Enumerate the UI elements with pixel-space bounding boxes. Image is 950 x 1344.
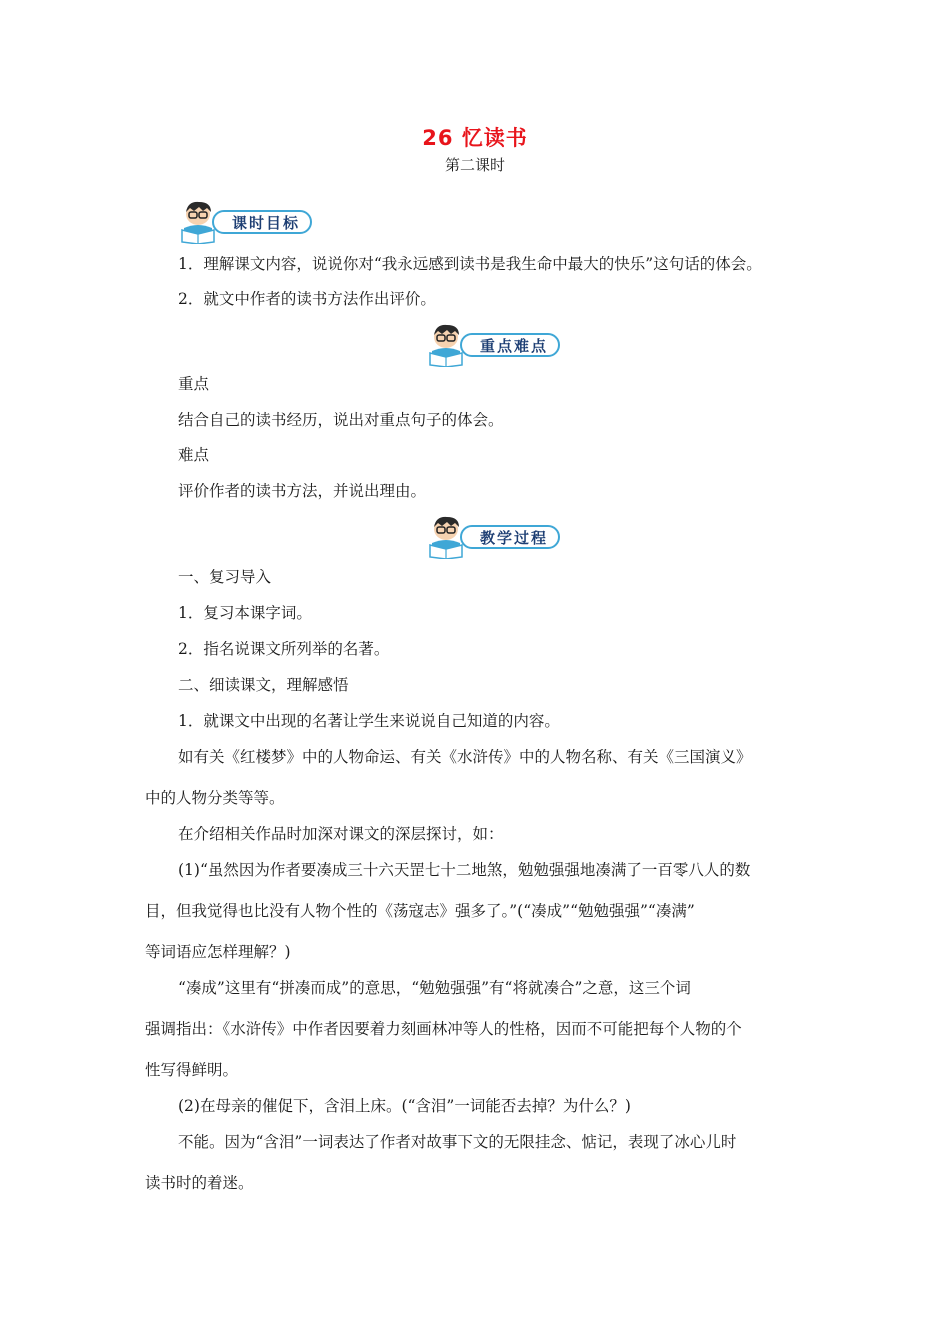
paragraph-line: 如有关《红楼梦》中的人物命运、有关《水浒传》中的人物名称、有关《三国演义》	[178, 748, 752, 766]
lesson-title: 26 忆读书	[422, 126, 528, 150]
paragraph-line: 性写得鲜明。	[145, 1061, 239, 1079]
process-item: 1．复习本课字词。	[178, 604, 312, 622]
paragraph-line: (2)在母亲的催促下，含泪上床。(“含泪”一词能否去掉？为什么？)	[178, 1097, 631, 1115]
section-badge-process	[426, 513, 566, 559]
goal-item-2: 2．就文中作者的读书方法作出评价。	[178, 290, 436, 308]
section-badge-keypoints	[426, 321, 566, 367]
section-label-process: 教学过程	[460, 525, 560, 549]
paragraph-line: 不能。因为“含泪”一词表达了作者对故事下文的无限挂念、惦记，表现了冰心儿时	[178, 1133, 737, 1151]
paragraph-line: 读书时的着迷。	[145, 1174, 254, 1192]
paragraph-line: 等词语应怎样理解？)	[145, 943, 291, 961]
difficulty-text: 评价作者的读书方法，并说出理由。	[178, 482, 427, 500]
process-item: 2．指名说课文所列举的名著。	[178, 640, 390, 658]
paragraph-line: 强调指出：《水浒传》中作者因要着力刻画林冲等人的性格，因而不可能把每个人物的个	[145, 1020, 742, 1038]
process-item: 1．就课文中出现的名著让学生来说说自己知道的内容。	[178, 712, 560, 730]
process-step-2-heading: 二、细读课文，理解感悟	[178, 676, 349, 694]
section-label-goals: 课时目标	[212, 210, 312, 234]
process-step-1-heading: 一、复习导入	[178, 568, 272, 586]
goal-item-1: 1．理解课文内容，说说你对“我永远感到读书是我生命中最大的快乐”这句话的体会。	[178, 255, 762, 273]
paragraph-line: 中的人物分类等等。	[145, 789, 285, 807]
lesson-subtitle: 第二课时	[444, 156, 505, 174]
difficulty-heading: 难点	[178, 446, 210, 464]
section-badge-goals	[178, 198, 318, 244]
keypoint-text: 结合自己的读书经历，说出对重点句子的体会。	[178, 411, 504, 429]
paragraph-line: “凑成”这里有“拼凑而成”的意思，“勉勉强强”有“将就凑合”之意，这三个词	[178, 979, 691, 997]
paragraph-line: (1)“虽然因为作者要凑成三十六天罡七十二地煞，勉勉强强地凑满了一百零八人的数	[178, 861, 751, 879]
paragraph-line: 在介绍相关作品时加深对课文的深层探讨，如：	[178, 825, 504, 843]
paragraph-line: 目，但我觉得也比没有人物个性的《荡寇志》强多了。”(“凑成”“勉勉强强”“凑满”	[145, 902, 695, 920]
keypoint-heading: 重点	[178, 375, 210, 393]
section-label-keypoints: 重点难点	[460, 333, 560, 357]
